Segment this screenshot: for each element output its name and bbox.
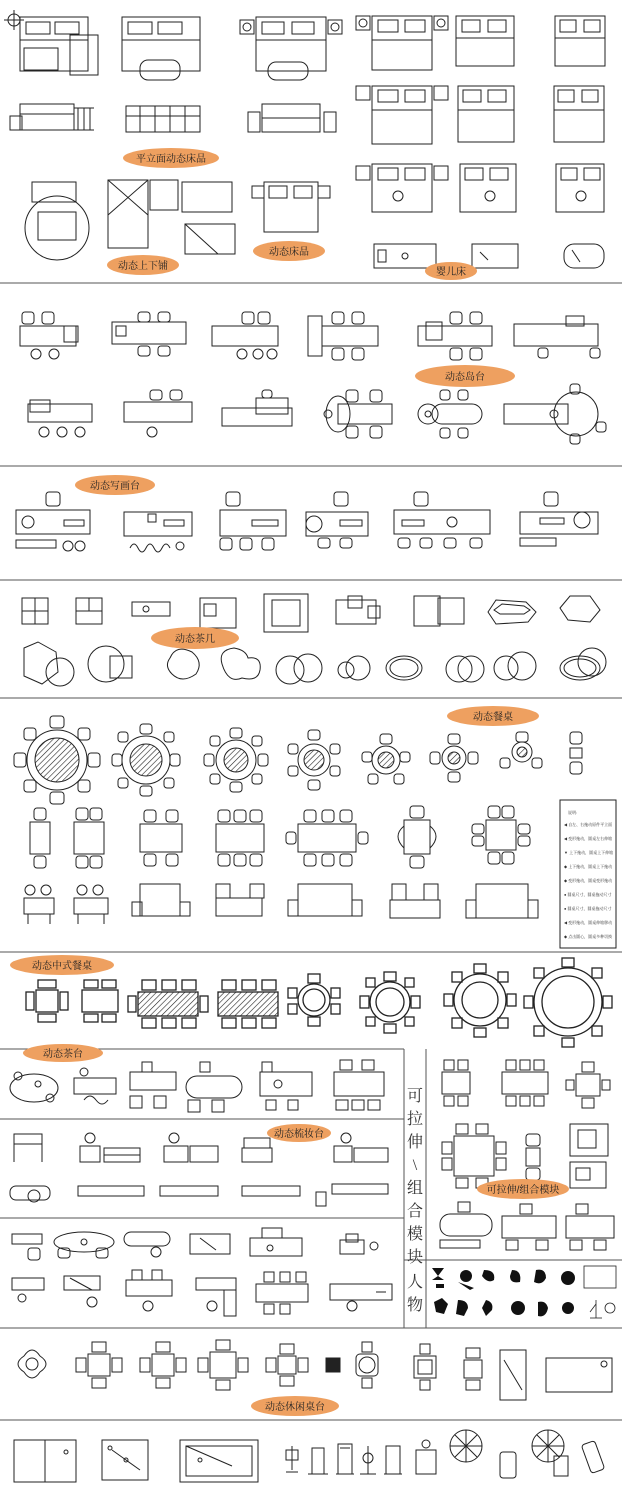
- person-icon: [561, 1271, 575, 1285]
- gym-equipment-4: [360, 1446, 376, 1474]
- coffee-table-11: [88, 646, 132, 682]
- leisure-table-4: [198, 1340, 248, 1390]
- legend-item: ● 圆桌尺寸，圆桌拖动尺寸: [564, 906, 612, 911]
- people-title-char: 物: [406, 1297, 424, 1314]
- person-icon: [562, 1302, 574, 1314]
- desk-3: [220, 492, 286, 550]
- lounge-chair-2: [581, 1441, 604, 1474]
- desk-6: [520, 492, 598, 546]
- modules-vertical-title: [407, 1087, 423, 1314]
- island-6: [514, 316, 600, 358]
- desk-1: [16, 492, 90, 551]
- bed-plan-3: [240, 17, 342, 80]
- bed-elevation-1: [10, 104, 94, 130]
- gym-equipment-2: [308, 1448, 328, 1474]
- round-table-5-seat: [362, 734, 410, 784]
- round-table-1-seat: [570, 732, 582, 774]
- coffee-table-6: [336, 596, 380, 624]
- legend-title: 说明:: [568, 810, 578, 815]
- person-icon: [482, 1300, 492, 1316]
- svg-text:动态梳妆台: 动态梳妆台: [274, 1129, 324, 1140]
- dining-elevation-2: [74, 885, 108, 924]
- section-people: [432, 1268, 575, 1316]
- module-1: [442, 1060, 470, 1106]
- crib-2: [472, 244, 518, 268]
- dresser-4: [242, 1138, 300, 1196]
- svg-text:动态茶几: 动态茶几: [175, 634, 215, 645]
- leisure-table-1: [18, 1350, 46, 1378]
- person-icon: [482, 1270, 494, 1281]
- parasol-2: [532, 1430, 568, 1476]
- module-3: [566, 1062, 610, 1108]
- island-5: [418, 312, 492, 360]
- dresser-5: [316, 1133, 388, 1206]
- round-table-12-seat: [14, 716, 100, 804]
- crib-3: [564, 244, 604, 268]
- label-coffee: [151, 627, 239, 649]
- cn-round-12: [524, 958, 612, 1047]
- dresser-2: [78, 1133, 144, 1196]
- dining-elevation-6: [390, 884, 440, 918]
- module-4: [442, 1124, 506, 1188]
- section-beds: [4, 10, 605, 268]
- office-11: [256, 1272, 308, 1314]
- module-6: [570, 1124, 608, 1188]
- office-6: [340, 1234, 378, 1254]
- bed-plan-11: [460, 164, 516, 212]
- svg-text:婴儿床: 婴儿床: [436, 267, 466, 278]
- office-3: [124, 1232, 170, 1257]
- office-4: [190, 1234, 230, 1254]
- crosshair-icon: [4, 10, 24, 30]
- modules-title-char: \: [412, 1157, 418, 1174]
- island-9: [222, 390, 292, 426]
- dining-legend-text: [564, 809, 613, 939]
- bed-plan-1: [20, 17, 98, 75]
- label-island: [415, 365, 515, 387]
- coffee-table-5: [264, 594, 308, 632]
- person-icon: [432, 1268, 444, 1288]
- bed-plan-7: [356, 86, 448, 144]
- round-table-4-seat: [430, 734, 478, 782]
- cn-round-8: [360, 972, 420, 1033]
- rect-table-3: [140, 810, 182, 866]
- island-10: [324, 390, 392, 438]
- label-desk: [75, 475, 155, 495]
- bunk-bed-1: [108, 180, 178, 248]
- leisure-table-8: [464, 1348, 482, 1390]
- label-dresser: [267, 1124, 331, 1142]
- modules-title-char: 模: [406, 1226, 424, 1243]
- modules-title-char: 块: [406, 1249, 424, 1266]
- label-bunk-bed: [107, 255, 179, 275]
- desk-2: [124, 512, 192, 552]
- billiard-table-3: [180, 1440, 258, 1482]
- svg-text:动态餐桌: 动态餐桌: [473, 712, 513, 723]
- bed-plan-5: [456, 16, 514, 66]
- section-desks: [16, 492, 598, 552]
- module-8: [502, 1204, 556, 1250]
- bed-plan-8: [458, 86, 514, 142]
- label-chinese-dining: [10, 955, 114, 975]
- cn-round-6: [288, 974, 340, 1026]
- coffee-table-3: [132, 602, 170, 616]
- desk-4: [306, 492, 368, 548]
- svg-text:动态茶台: 动态茶台: [43, 1049, 83, 1060]
- label-tea: [23, 1044, 103, 1062]
- leisure-table-10: [546, 1358, 612, 1392]
- rect-table-1: [30, 808, 50, 868]
- legend-item: ◀ 变形拖动，圆桌伸缩移动: [564, 920, 613, 925]
- tea-table-1: [10, 1072, 58, 1102]
- cn-round-10: [444, 964, 516, 1037]
- rect-table-4: [216, 810, 264, 866]
- section-leisure: [18, 1340, 612, 1400]
- section-islands: [20, 312, 606, 444]
- section-dressers: [10, 1133, 388, 1206]
- people-legend: [584, 1266, 616, 1318]
- square-table-1: [398, 806, 436, 868]
- svg-text:动态写画台: 动态写画台: [90, 481, 140, 492]
- coffee-table-14: [276, 654, 322, 684]
- person-icon: [538, 1302, 548, 1317]
- island-1: [20, 312, 78, 359]
- svg-text:平立面动态床品: 平立面动态床品: [136, 154, 206, 165]
- island-7: [28, 400, 92, 437]
- bed-plan-4: [356, 16, 448, 70]
- label-dining: [447, 706, 539, 726]
- gym-equipment-6: [416, 1440, 436, 1474]
- leisure-table-5: [266, 1344, 308, 1386]
- tea-table-2: [74, 1068, 116, 1104]
- office-7: [12, 1278, 44, 1302]
- legend-item: ◀ 变形拖动，圆桌左右伸缩: [564, 836, 613, 841]
- bunk-bed-2: [182, 182, 235, 254]
- section-chinese-dining: [26, 958, 612, 1047]
- bed-plan-13: [252, 182, 330, 232]
- coffee-table-4: [200, 598, 236, 628]
- island-11: [418, 390, 482, 438]
- dining-elevation-4: [216, 884, 264, 916]
- coffee-table-12: [167, 649, 199, 679]
- leisure-table-2: [76, 1342, 122, 1388]
- svg-text:动态休闲桌台: 动态休闲桌台: [265, 1402, 325, 1413]
- section-tea-tables: [10, 1060, 384, 1112]
- bed-plan-6: [555, 16, 605, 66]
- section-coffee-tables: [22, 594, 606, 686]
- bed-plan-12: [556, 164, 604, 212]
- round-table-6-seat: [288, 730, 340, 790]
- label-dynamic-bed: [253, 241, 325, 261]
- rect-table-5: [286, 810, 368, 866]
- office-1: [12, 1234, 42, 1260]
- label-crib: [425, 262, 477, 280]
- legend-item: ◆ 上下拖动，圆桌上下拖动: [564, 864, 613, 869]
- modules-title-char: 拉: [406, 1111, 424, 1128]
- svg-text:动态中式餐桌: 动态中式餐桌: [32, 961, 92, 972]
- gym-equipment-1: [286, 1446, 298, 1472]
- island-12: [504, 384, 606, 444]
- coffee-table-19: [560, 648, 606, 680]
- tea-table-3: [130, 1062, 176, 1108]
- office-8: [64, 1276, 100, 1307]
- gym-equipment-3: [336, 1444, 354, 1474]
- section-labels: [10, 148, 569, 1416]
- tea-table-4: [186, 1062, 242, 1112]
- label-bed-elevation: [123, 148, 219, 168]
- island-3: [212, 312, 278, 359]
- modules-title-char: 伸: [406, 1134, 424, 1151]
- person-icon: [434, 1298, 448, 1314]
- coffee-table-9: [560, 596, 600, 622]
- person-icon: [534, 1270, 546, 1284]
- leisure-table-3: [140, 1342, 186, 1388]
- legend-item: ▼ 上下拖动，圆桌上下伸缩: [564, 850, 614, 855]
- section-office-desks: [12, 1228, 392, 1316]
- modules-title-char: 合: [406, 1203, 424, 1220]
- coffee-table-16: [386, 656, 422, 680]
- gym-equipment-5: [384, 1446, 402, 1474]
- cn-table-6-seat: [82, 980, 118, 1022]
- dining-elevation-5: [288, 884, 362, 916]
- tea-table-5: [260, 1062, 312, 1110]
- desk-5: [394, 492, 490, 548]
- bed-plan-10: [356, 164, 448, 212]
- office-10: [196, 1278, 236, 1316]
- svg-text:动态床品: 动态床品: [269, 247, 309, 258]
- coffee-table-10: [24, 642, 74, 686]
- leisure-table-9: [500, 1350, 526, 1400]
- leisure-table-7: [414, 1344, 436, 1390]
- bed-round: [25, 182, 89, 260]
- dresser-3: [160, 1133, 218, 1196]
- office-9: [126, 1270, 172, 1311]
- island-2: [112, 312, 186, 356]
- person-icon: [511, 1301, 525, 1315]
- svg-text:动态上下铺: 动态上下铺: [118, 261, 168, 272]
- coffee-table-2: [76, 598, 102, 624]
- coffee-table-13: [221, 648, 260, 679]
- billiard-table-2: [102, 1440, 148, 1480]
- island-8: [124, 390, 192, 437]
- module-9: [566, 1204, 614, 1250]
- module-7: [440, 1202, 492, 1248]
- person-icon: [456, 1300, 468, 1316]
- legend-item: ◀ 自左、右拖动原件平立面: [564, 822, 613, 827]
- modules-title-char: 组: [406, 1180, 424, 1197]
- person-icon: [460, 1270, 472, 1282]
- cn-table-8-seat: [128, 980, 208, 1028]
- section-dining: [14, 716, 616, 948]
- office-2: [54, 1232, 114, 1258]
- rect-table-2: [74, 808, 104, 868]
- island-4: [308, 312, 378, 360]
- module-5: [526, 1134, 540, 1180]
- billiard-table-1: [14, 1440, 76, 1482]
- bed-elevation-3: [248, 104, 336, 132]
- dresser-1: [10, 1134, 50, 1202]
- coffee-table-1: [22, 598, 48, 624]
- modules-title-char: 可: [406, 1088, 424, 1105]
- office-5: [250, 1228, 302, 1256]
- square-table-2: [472, 806, 530, 864]
- label-leisure: [251, 1396, 339, 1416]
- crib-1: [374, 244, 436, 268]
- bed-plan-2: [122, 17, 200, 80]
- legend-item: ● 圆桌尺寸，圆桌拖动尺寸: [564, 892, 612, 897]
- module-2: [502, 1060, 548, 1106]
- bed-elevation-2: [126, 106, 200, 132]
- section-modules: [440, 1060, 614, 1250]
- cn-table-10-seat: [218, 980, 278, 1028]
- leisure-table-6: [326, 1342, 378, 1388]
- tea-table-6: [334, 1060, 384, 1110]
- person-icon: [510, 1270, 520, 1282]
- bed-plan-9: [554, 86, 604, 142]
- coffee-table-15: [338, 656, 370, 680]
- coffee-table-8: [488, 600, 536, 624]
- legend-item: ◆ 点击圆心，圆桌多种切换: [564, 934, 613, 939]
- legend-item: ◆ 变形拖动，圆桌变形拖动: [564, 878, 613, 883]
- dining-elevation-7: [466, 884, 538, 918]
- round-table-10-seat: [112, 724, 180, 796]
- round-table-3-seat: [500, 732, 542, 768]
- section-recreation: [14, 1430, 605, 1482]
- cn-table-4-seat: [26, 980, 68, 1022]
- svg-text:可拉伸/组合模块: 可拉伸/组合模块: [486, 1185, 560, 1196]
- lounge-chair-1: [500, 1452, 516, 1478]
- office-12: [330, 1284, 392, 1311]
- coffee-table-18: [494, 652, 536, 680]
- dining-elevation-3: [132, 884, 190, 916]
- label-modules: [477, 1179, 569, 1199]
- people-title-char: 人: [406, 1274, 424, 1291]
- round-table-8-seat: [204, 728, 268, 792]
- coffee-table-17: [446, 656, 484, 682]
- parasol-1: [450, 1430, 482, 1462]
- dining-elevation-1: [24, 885, 54, 924]
- svg-text:动态岛台: 动态岛台: [445, 372, 485, 383]
- coffee-table-7: [414, 596, 464, 626]
